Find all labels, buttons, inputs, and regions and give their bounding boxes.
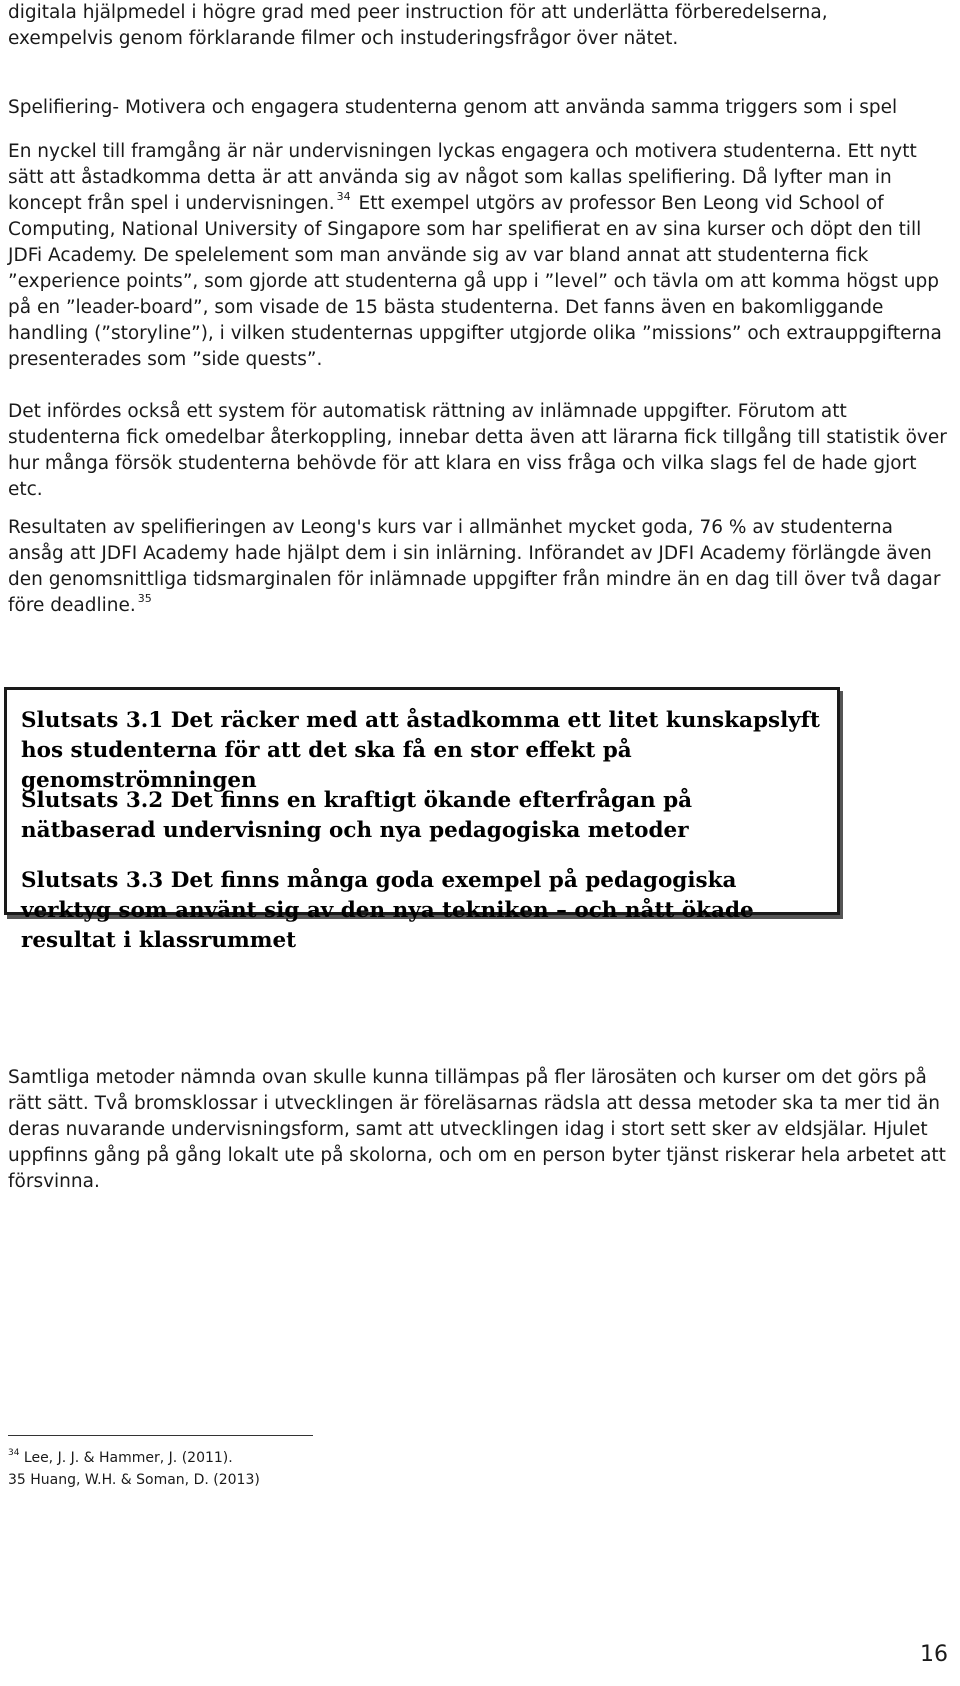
footnote-ref-35[interactable]: 35 xyxy=(137,592,152,605)
conclusions-box xyxy=(4,687,840,953)
footnote-ref-34[interactable]: 34 xyxy=(336,190,351,203)
results-paragraph xyxy=(8,515,948,619)
section-heading: Spelifiering- Motivera och engagera studenterna genom att använda samma triggers som i spel xyxy=(8,97,898,118)
closing-paragraph: Samtliga metoder nämnda ovan skulle kunna tillämpas på fler lärosäten och kurser om det görs på rätt sätt. Två bromsklossar i utvecklingen är föreläsarnas rädsla att dessa metoder ska ta mer tid än deras nuvarande undervisningsform, samt att utvecklingen idag i stort sett sker av eldsjälar. Hjulet uppfinns gång på gång lokalt ute på skolorna, och om en person byter tjänst riskerar hela arbetet att försvinna. xyxy=(8,1067,946,1192)
conclusion-3-2: Slutsats 3.2 Det finns en kraftigt ökande efterfrågan på nätbaserad undervisning och nya pedagogiska metoder xyxy=(21,788,693,843)
conclusion-3-1: Slutsats 3.1 Det räcker med att åstadkomma ett litet kunskapslyft hos studenterna för att det ska få en stor effekt på genomströmningen xyxy=(21,708,820,793)
page-number: 16 xyxy=(920,1642,948,1667)
conclusion-3-3: Slutsats 3.3 Det finns många goda exempel på pedagogiska verktyg som använt sig av den nya tekniken – och nått ökade resultat i klassrummet xyxy=(21,868,754,953)
footnote-34-mark: 34 xyxy=(8,1448,20,1458)
footnote-34 xyxy=(8,1449,233,1467)
footnote-divider xyxy=(8,1435,313,1436)
intro-line-1: digitala hjälpmedel i högre grad med peer instruction för att underlätta förberedelserna, xyxy=(8,2,828,23)
footnote-35: 35 Huang, W.H. & Soman, D. (2013) xyxy=(8,1472,260,1488)
intro-paragraph xyxy=(8,0,948,52)
paragraph-3-text: Resultaten av spelifieringen av Leong's kurs var i allmänhet mycket goda, 76 % av studenterna ansåg att JDFI Academy hade hjälpt dem i sin inlärning. Införandet av JDFI Academy förlängde även den genomsnittliga tidsmarginalen för inlämnade uppgifter från mindre än en dag till över två dagar före deadline. xyxy=(8,517,941,616)
footnote-34-text: Lee, J. J. & Hammer, J. (2011). xyxy=(23,1450,233,1466)
paragraph-1-text-b: Ett exempel utgörs av professor Ben Leong vid School of Computing, National University of Singapore som har spelifierat en av sina kurser och döpt den till JDFi Academy. De spelelement som man använde sig av var bland annat att studenterna fick ”experience points”, som gjorde att studenterna gå upp i ”level” och tävla om att komma högst upp på en ”leader-board”, som visade de 15 bästa studenterna. Det fanns även en bakomliggande handling (”storyline”), i vilken studenternas uppgifter utgjorde olika ”missions” och extrauppgifterna presenterades som ”side quests”. xyxy=(8,193,942,370)
intro-line-2: exempelvis genom förklarande filmer och instuderingsfrågor över nätet. xyxy=(8,28,679,49)
automatic-grading-paragraph: Det infördes också ett system för automatisk rättning av inlämnade uppgifter. Förutom att studenterna fick omedelbar återkoppling, innebar detta även att lärarna fick tillgång till statistik över hur många försök studenterna behövde för att klara en viss fråga och vilka slags fel de hade gjort etc. xyxy=(8,401,947,500)
paragraph-1-text-a: En nyckel till framgång är när undervisningen lyckas engagera och motivera studenterna. Ett nytt sätt att åstadkomma detta är att använda sig av något som kallas spelifiering. Då lyfter man in koncept från spel i undervisningen. xyxy=(8,141,917,214)
spelifiering-paragraph xyxy=(8,139,948,373)
